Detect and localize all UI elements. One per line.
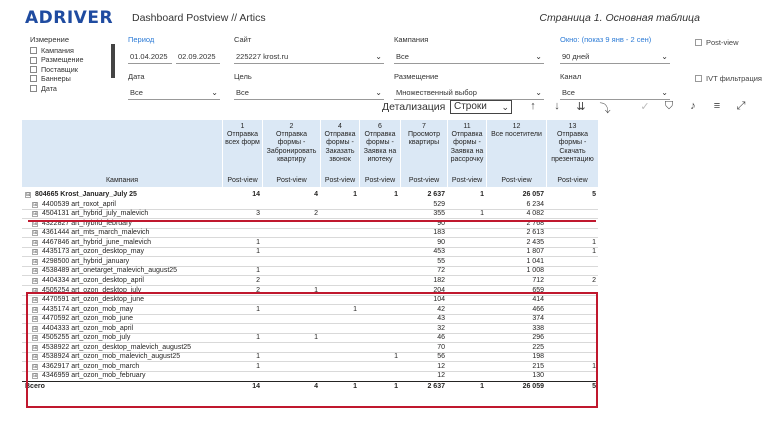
checkbox-icon[interactable]: [695, 75, 702, 82]
checkbox-icon[interactable]: [30, 47, 37, 54]
chevron-down-icon: ⌄: [535, 88, 542, 97]
chevron-down-icon: ⌄: [375, 88, 382, 97]
checkbox-icon[interactable]: [30, 85, 37, 92]
value-cell: 5: [592, 382, 596, 390]
expand-icon[interactable]: ⊞: [33, 220, 38, 227]
expand-icon[interactable]: ⊞: [33, 268, 38, 275]
value-cell: 104: [433, 296, 445, 304]
value-cell: 1: [314, 286, 318, 294]
checkbox-icon[interactable]: [30, 57, 37, 64]
expand-icon[interactable]: ⊞: [33, 344, 38, 351]
value-cell: 1 041: [526, 257, 544, 265]
value-cell: 90: [437, 238, 445, 246]
value-cell: 1: [592, 238, 596, 246]
adriver-logo: ADRIVER: [25, 8, 114, 28]
value-cell: 183: [433, 229, 445, 237]
goal-select[interactable]: Все ⌄: [234, 87, 384, 100]
campaign-name: 4404334 art_ozon_desktop_april: [42, 276, 144, 284]
value-cell: 1: [592, 362, 596, 370]
focus-mode-icon[interactable]: ⤢: [736, 100, 746, 112]
expand-icon[interactable]: ⊞: [33, 258, 38, 265]
placement-select[interactable]: Множественный выбор ⌄: [394, 87, 544, 100]
expand-icon[interactable]: ⊞: [33, 249, 38, 256]
drill-up-icon[interactable]: ↑: [530, 100, 536, 112]
value-cell: 3: [256, 210, 260, 218]
expand-icon[interactable]: ⊞: [33, 316, 38, 323]
value-cell: 12: [437, 372, 445, 380]
chevron-down-icon: ⌄: [211, 88, 218, 97]
campaign-name: 4298500 art_hybrid_january: [42, 257, 130, 265]
date-filter-select[interactable]: Все ⌄: [128, 87, 220, 100]
value-cell: 26 059: [522, 382, 544, 390]
date-filter-label: Дата: [128, 72, 145, 81]
value-cell: 182: [433, 276, 445, 284]
dimension-option[interactable]: Баннеры: [30, 74, 84, 83]
column-number: 4: [338, 123, 342, 130]
expand-all-icon[interactable]: ⇊: [576, 101, 586, 113]
campaign-name: 4362917 art_ozon_mob_march: [42, 362, 140, 370]
column-name: Все посетители: [491, 131, 542, 138]
value-cell: 1: [353, 382, 357, 390]
value-cell: 2: [256, 286, 260, 294]
column-number: 1: [240, 123, 245, 130]
chevron-down-icon: ⌄: [375, 52, 382, 61]
highlight-line: [28, 220, 596, 222]
chevron-down-icon: ⌄: [535, 52, 542, 61]
column-header[interactable]: [262, 120, 320, 187]
column-subheader: Post-view: [451, 177, 483, 184]
checkbox-icon[interactable]: [695, 39, 702, 46]
value-cell: 2 768: [526, 219, 544, 227]
site-select[interactable]: 225227 krost.ru ⌄: [234, 51, 384, 64]
value-cell: 32: [437, 324, 445, 332]
channel-select[interactable]: Все ⌄: [560, 87, 670, 100]
campaign-label: Кампания: [394, 35, 429, 44]
value-cell: 453: [433, 248, 445, 256]
campaign-name: Всего: [25, 382, 45, 390]
group-row[interactable]: [22, 190, 598, 200]
value-cell: 14: [252, 191, 260, 198]
expand-icon[interactable]: ⊞: [33, 354, 38, 361]
dashboard-title: Dashboard Postview // Artics: [132, 12, 266, 24]
period-label: Период: [128, 35, 155, 44]
column-name: Отправка формы - Забронировать квартиру: [266, 131, 317, 164]
filter-panel: [22, 32, 764, 100]
column-subheader: Post-view: [324, 177, 356, 184]
expand-icon[interactable]: ⊞: [33, 335, 38, 342]
campaign-column-header[interactable]: Кампания: [105, 177, 139, 184]
ivt-filter-toggle[interactable]: IVT фильтрация: [695, 74, 762, 83]
expand-icon[interactable]: ⊞: [33, 287, 38, 294]
value-cell: 2 435: [526, 238, 544, 246]
dimension-list: [30, 46, 84, 93]
dimension-label: Измерение: [30, 35, 70, 44]
value-cell: 90: [437, 219, 445, 227]
column-header[interactable]: [447, 120, 486, 187]
column-name: Просмотр квартиры: [408, 131, 440, 147]
campaign-name: 4404333 art_ozon_mob_april: [42, 324, 134, 332]
value-cell: 1: [256, 334, 260, 342]
value-cell: 6 234: [526, 200, 544, 208]
dimension-option[interactable]: Поставщик: [30, 65, 84, 74]
expand-icon[interactable]: ⊞: [33, 201, 38, 208]
filter-icon[interactable]: ≡: [713, 100, 721, 112]
dimension-option[interactable]: Размещение: [30, 55, 84, 64]
campaign-name: 4505254 art_ozon_desktop_july: [42, 286, 142, 294]
campaign-name: 4322827 art_hybrid_february: [42, 219, 132, 227]
value-cell: 1: [314, 334, 318, 342]
campaign-cell: [25, 190, 137, 200]
placement-label: Размещение: [394, 72, 439, 81]
campaign-name: 4538924 art_ozon_mob_malevich_august25: [42, 353, 181, 361]
campaign-name: 4435173 art_ozon_desktop_may: [42, 248, 144, 256]
bell-icon[interactable]: ♪: [690, 100, 696, 112]
campaign-name: 4504131 art_hybrid_july_malevich: [42, 210, 149, 218]
channel-label: Канал: [560, 72, 582, 81]
drill-down-icon[interactable]: ↓: [554, 100, 560, 112]
value-cell: 1: [256, 305, 260, 313]
expand-icon[interactable]: ⊞: [33, 277, 38, 284]
value-cell: 26 057: [522, 191, 544, 198]
value-cell: 2 637: [427, 191, 445, 198]
value-cell: 1: [480, 382, 484, 390]
value-cell: 4: [314, 191, 318, 198]
pin-icon[interactable]: ✓: [640, 101, 650, 113]
value-cell: 1: [256, 248, 260, 256]
checkbox-icon[interactable]: [30, 66, 37, 73]
bookmark-icon[interactable]: ⛉: [664, 100, 674, 112]
value-cell: 1 807: [526, 248, 544, 256]
campaign-name: 4538922 art_ozon_desktop_malevich_august25: [42, 343, 192, 351]
site-label: Сайт: [234, 35, 252, 44]
expand-icon[interactable]: ⊞: [33, 306, 38, 313]
value-cell: 72: [437, 267, 445, 275]
column-name: Отправка всех форм: [225, 131, 260, 147]
value-cell: 55: [437, 257, 445, 265]
value-cell: 42: [437, 305, 445, 313]
value-cell: 659: [532, 286, 544, 294]
value-cell: 1: [480, 210, 484, 218]
campaign-name: 4470592 art_ozon_mob_june: [42, 315, 134, 323]
campaign-name: 4470591 art_ozon_desktop_june: [42, 296, 144, 304]
column-name: Отправка формы - Заявка на рассрочку: [450, 131, 484, 164]
value-cell: 466: [532, 305, 544, 313]
collapse-icon[interactable]: ⊟: [26, 192, 31, 198]
column-number: 2: [289, 123, 294, 130]
campaign-name: 4435174 art_ozon_mob_may: [42, 305, 134, 313]
value-cell: 529: [433, 200, 445, 208]
column-subheader: Post-view: [557, 177, 588, 184]
checkbox-icon[interactable]: [30, 75, 37, 82]
campaign-name: 4400539 art_roxot_april: [42, 200, 116, 208]
value-cell: 2: [314, 210, 318, 218]
campaign-table: [22, 120, 764, 440]
expand-icon[interactable]: ⊞: [33, 325, 38, 332]
column-header[interactable]: [546, 120, 598, 187]
value-cell: 1: [394, 382, 398, 390]
value-cell: 1: [480, 191, 484, 198]
value-cell: 225: [532, 343, 544, 351]
chevron-down-icon: ⌄: [661, 88, 668, 97]
value-cell: 46: [437, 334, 445, 342]
value-cell: 4: [314, 382, 318, 390]
highlight-box: [26, 292, 598, 408]
value-cell: 1: [394, 191, 398, 198]
value-cell: 1: [394, 353, 398, 361]
value-cell: 355: [433, 210, 445, 218]
value-cell: 2: [256, 276, 260, 284]
column-header[interactable]: [320, 120, 359, 187]
value-cell: 1 008: [526, 267, 544, 275]
column-header[interactable]: [486, 120, 546, 187]
value-cell: 130: [532, 372, 544, 380]
value-cell: 338: [532, 324, 544, 332]
value-cell: 1: [256, 238, 260, 246]
value-cell: 1: [256, 353, 260, 361]
value-cell: 43: [437, 315, 445, 323]
expand-icon[interactable]: ⊞: [33, 297, 38, 304]
drill-label: Детализация: [382, 101, 446, 113]
postview-toggle[interactable]: Post-view: [695, 38, 739, 47]
column-subheader: Post-view: [227, 177, 258, 184]
date-from-input[interactable]: 01.04.2025: [128, 51, 172, 64]
value-cell: 4 082: [526, 210, 544, 218]
value-cell: 374: [532, 315, 544, 323]
campaign-name: 804665 Krost_January_July 25: [35, 191, 137, 198]
window-select[interactable]: 90 дней ⌄: [560, 51, 670, 64]
campaign-name: 4538489 art_onetarget_malevich_august25: [42, 267, 178, 275]
value-cell: 215: [532, 362, 544, 370]
date-to-input[interactable]: 02.09.2025: [176, 51, 220, 64]
value-cell: 1: [353, 191, 357, 198]
column-number: 12: [512, 123, 521, 130]
dimension-option[interactable]: Дата: [30, 84, 84, 93]
campaign-name: 4361444 art_mts_march_malevich: [42, 229, 150, 237]
value-cell: 2 637: [427, 382, 445, 390]
column-name: Отправка формы - Заявка на ипотеку: [363, 131, 397, 164]
column-subheader: Post-view: [408, 177, 440, 184]
value-cell: 1: [256, 362, 260, 370]
chevron-down-icon: ⌄: [501, 102, 509, 112]
campaign-select[interactable]: Все ⌄: [394, 51, 544, 64]
campaign-name: 4467846 art_hybrid_june_malevich: [42, 238, 151, 246]
report-header: [0, 0, 768, 32]
value-cell: 56: [437, 353, 445, 361]
expand-next-icon[interactable]: ⤵: [599, 103, 611, 115]
value-cell: 204: [433, 286, 445, 294]
page-label: Страница 1. Основная таблица: [539, 12, 700, 24]
chevron-down-icon: ⌄: [661, 52, 668, 61]
column-header[interactable]: [359, 120, 400, 187]
value-cell: 12: [437, 362, 445, 370]
value-cell: 70: [437, 343, 445, 351]
expand-icon[interactable]: ⊞: [33, 239, 38, 246]
value-cell: 1: [592, 248, 596, 256]
value-cell: 296: [532, 334, 544, 342]
column-name: Отправка формы - Скачать презентацию: [551, 131, 594, 164]
expand-icon[interactable]: ⊞: [33, 373, 38, 380]
value-cell: 2: [592, 276, 596, 284]
value-cell: 712: [532, 276, 544, 284]
column-subheader: Post-view: [276, 177, 307, 184]
column-subheader: Post-view: [501, 177, 532, 184]
column-number: 11: [463, 123, 471, 130]
value-cell: 1: [256, 267, 260, 275]
campaign-name: 4346959 art_ozon_mob_february: [42, 372, 146, 380]
expand-icon[interactable]: ⊞: [33, 363, 38, 370]
expand-icon[interactable]: ⊞: [33, 230, 38, 237]
column-header[interactable]: [400, 120, 447, 187]
value-cell: 198: [532, 353, 544, 361]
value-cell: 1: [353, 305, 357, 313]
value-cell: 2 613: [526, 229, 544, 237]
dimension-option[interactable]: Кампания: [30, 46, 84, 55]
column-name: Отправка формы - Заказать звонок: [324, 131, 356, 164]
column-number: 7: [422, 123, 426, 130]
expand-icon[interactable]: ⊞: [33, 211, 38, 218]
column-number: 6: [378, 123, 382, 130]
column-subheader: Post-view: [364, 177, 396, 184]
visual-toolbar: [380, 100, 768, 116]
goal-label: Цель: [234, 72, 252, 81]
column-header[interactable]: [222, 120, 262, 187]
value-cell: 14: [252, 382, 260, 390]
dimension-scrollbar[interactable]: [111, 44, 115, 78]
value-cell: 5: [592, 191, 596, 198]
column-number: 13: [568, 123, 577, 130]
window-label: Окно: (показ 9 янв - 2 сен): [560, 35, 652, 44]
value-cell: 414: [532, 296, 544, 304]
campaign-name: 4505255 art_ozon_mob_july: [42, 334, 131, 342]
drill-select[interactable]: Строки ⌄: [450, 100, 512, 114]
